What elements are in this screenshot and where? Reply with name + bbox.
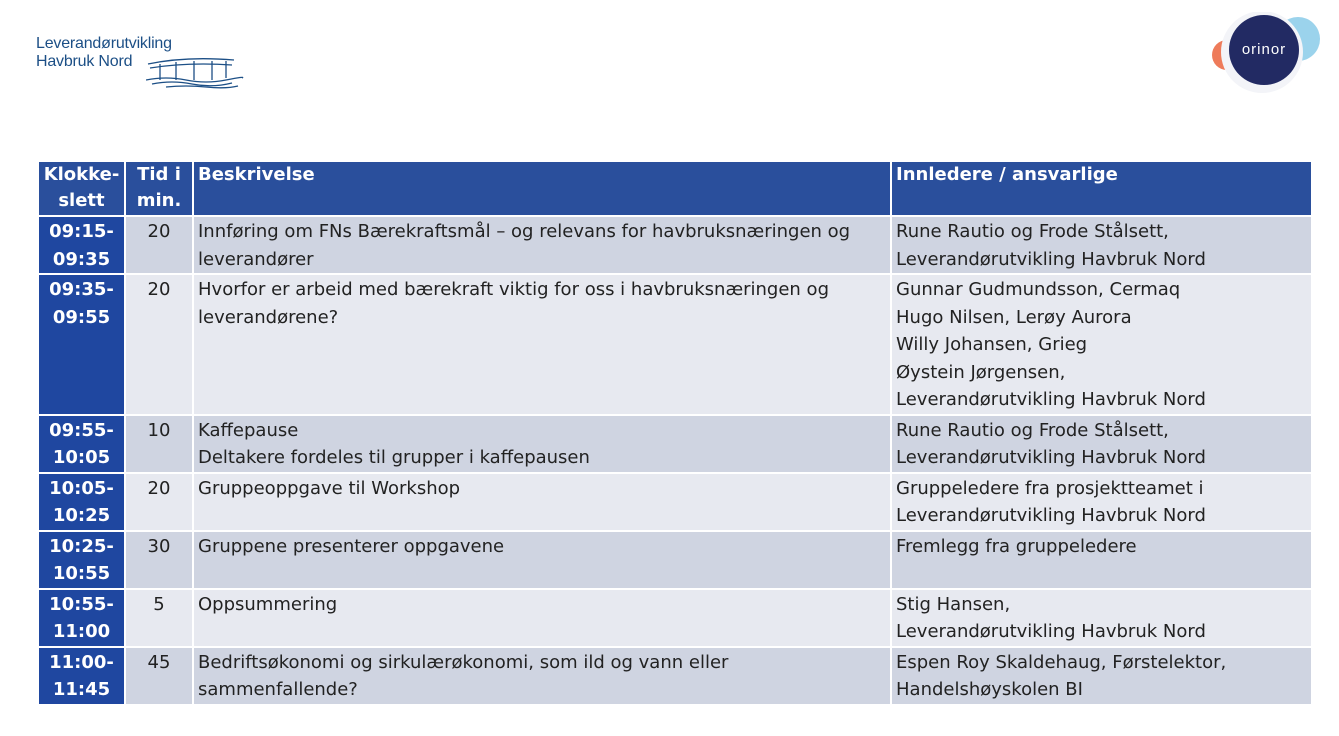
presenters-cell: Gunnar Gudmundsson, Cermaq Hugo Nilsen, Lerøy Aurora Willy Johansen, Grieg Øystein Jørgensen, Leverandørutvikling Havbruk Nord bbox=[891, 274, 1312, 415]
description-cell: Gruppeoppgave til Workshop bbox=[193, 473, 891, 531]
duration-cell: 10 bbox=[125, 415, 193, 473]
presenters-cell: Stig Hansen, Leverandørutvikling Havbruk Nord bbox=[891, 589, 1312, 647]
logo-text-line2: Havbruk Nord bbox=[36, 53, 133, 70]
fish-farm-icon bbox=[146, 50, 246, 90]
presenters-cell: Espen Roy Skaldehaug, Førstelektor, Handelshøyskolen BI bbox=[891, 647, 1312, 705]
logo-text-line1: Leverandørutvikling bbox=[36, 35, 172, 52]
duration-cell: 20 bbox=[125, 274, 193, 415]
table-row bbox=[38, 647, 1312, 705]
time-cell: 10:25- 10:55 bbox=[38, 531, 125, 589]
presenters-cell: Rune Rautio og Frode Stålsett, Leverandørutvikling Havbruk Nord bbox=[891, 216, 1312, 274]
duration-cell: 20 bbox=[125, 216, 193, 274]
time-cell: 10:55- 11:00 bbox=[38, 589, 125, 647]
table-row bbox=[38, 473, 1312, 531]
time-cell: 11:00- 11:45 bbox=[38, 647, 125, 705]
description-cell: Gruppene presenterer oppgavene bbox=[193, 531, 891, 589]
presenters-cell: Fremlegg fra gruppeledere bbox=[891, 531, 1312, 589]
table-row bbox=[38, 274, 1312, 415]
header-duration: Tid i min. bbox=[125, 161, 193, 216]
header-time: Klokke- slett bbox=[38, 161, 125, 216]
description-cell: Kaffepause Deltakere fordeles til grupper i kaffepausen bbox=[193, 415, 891, 473]
duration-cell: 45 bbox=[125, 647, 193, 705]
logo-leverandorutvikling bbox=[36, 34, 246, 94]
time-cell: 09:15- 09:35 bbox=[38, 216, 125, 274]
description-cell: Bedriftsøkonomi og sirkulærøkonomi, som ild og vann eller sammenfallende? bbox=[193, 647, 891, 705]
logo-brand-text: orinor bbox=[1241, 41, 1287, 58]
time-cell: 09:55- 10:05 bbox=[38, 415, 125, 473]
presenters-cell: Rune Rautio og Frode Stålsett, Leverandørutvikling Havbruk Nord bbox=[891, 415, 1312, 473]
logo-orinor bbox=[1205, 12, 1325, 102]
table-row bbox=[38, 589, 1312, 647]
table-row bbox=[38, 415, 1312, 473]
agenda-table bbox=[37, 160, 1313, 706]
description-cell: Oppsummering bbox=[193, 589, 891, 647]
time-cell: 09:35- 09:55 bbox=[38, 274, 125, 415]
table-row bbox=[38, 531, 1312, 589]
duration-cell: 20 bbox=[125, 473, 193, 531]
duration-cell: 5 bbox=[125, 589, 193, 647]
header-description: Beskrivelse bbox=[193, 161, 891, 216]
time-cell: 10:05- 10:25 bbox=[38, 473, 125, 531]
description-cell: Hvorfor er arbeid med bærekraft viktig for oss i havbruksnæringen og leverandørene? bbox=[193, 274, 891, 415]
table-row bbox=[38, 216, 1312, 274]
header-presenters: Innledere / ansvarlige bbox=[891, 161, 1312, 216]
description-cell: Innføring om FNs Bærekraftsmål – og relevans for havbruksnæringen og leverandører bbox=[193, 216, 891, 274]
presenters-cell: Gruppeledere fra prosjektteamet i Leverandørutvikling Havbruk Nord bbox=[891, 473, 1312, 531]
duration-cell: 30 bbox=[125, 531, 193, 589]
table-header-row bbox=[38, 161, 1312, 216]
